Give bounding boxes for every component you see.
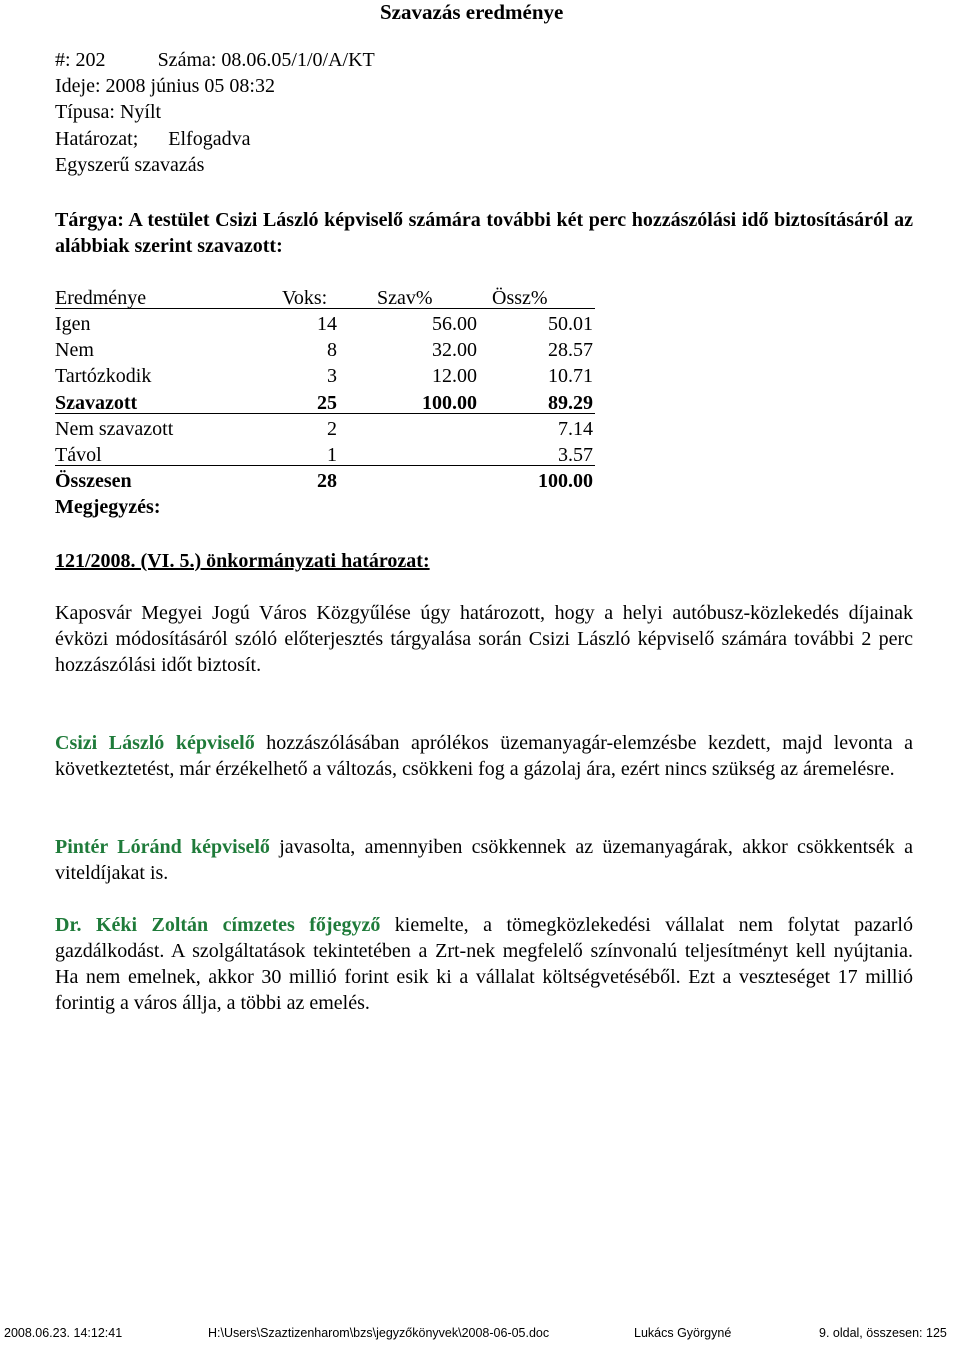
footer-author: Lukács Györgyné — [634, 1326, 732, 1340]
row-ossz: 7.14 — [558, 418, 593, 440]
speech-text: javasolta, amennyiben csökkennek az üzemanyagárak, akkor csökkentsék a viteldíjakat is. — [55, 836, 913, 884]
row-szav: 56.00 — [432, 313, 477, 335]
row-voks: 1 — [327, 444, 337, 466]
row-ossz: 28.57 — [548, 339, 593, 361]
row-ossz: 3.57 — [558, 444, 593, 466]
row-voks: 3 — [327, 365, 337, 387]
row-voks: 8 — [327, 339, 337, 361]
speaker-name: Csizi László képviselő — [55, 732, 255, 754]
vote-row-szavazott — [55, 390, 595, 416]
row-ossz: 89.29 — [548, 392, 593, 414]
speech-paragraph — [55, 834, 913, 886]
row-label: Szavazott — [55, 392, 138, 414]
speaker-name: Dr. Kéki Zoltán címzetes főjegyző — [55, 914, 381, 936]
meta-number-line — [55, 47, 375, 73]
row-label: Nem — [55, 339, 94, 361]
notes-label: Megjegyzés: — [55, 496, 161, 518]
vote-table-header — [55, 285, 595, 311]
meta-ideje: Ideje: 2008 június 05 08:32 — [55, 75, 275, 97]
row-label: Összesen — [55, 470, 132, 492]
speaker-name: Pintér Lóránd képviselő — [55, 836, 270, 858]
row-ossz: 10.71 — [548, 365, 593, 387]
row-szav: 32.00 — [432, 339, 477, 361]
row-szav: 12.00 — [432, 365, 477, 387]
speech-paragraph — [55, 730, 913, 782]
header-voks: Voks: — [282, 287, 328, 309]
tavol-underline — [55, 465, 595, 466]
page-title: Szavazás eredménye — [380, 0, 564, 24]
row-voks: 28 — [317, 470, 337, 492]
row-szav: 100.00 — [422, 392, 477, 414]
vote-row-tavol — [55, 442, 595, 468]
header-eredmenye: Eredménye — [55, 287, 147, 309]
row-label: Tartózkodik — [55, 365, 152, 387]
meta-hatarozat-label: Határozat; — [55, 128, 139, 150]
row-voks: 25 — [317, 392, 337, 414]
footer-page: 9. oldal, összesen: 125 — [819, 1326, 947, 1340]
szavazott-underline — [55, 413, 595, 414]
meta-hatarozat-value: Elfogadva — [168, 128, 251, 150]
meta-number: #: 202 — [55, 49, 106, 71]
header-szav: Szav% — [377, 287, 433, 309]
header-underline — [55, 308, 595, 309]
resolution-title: 121/2008. (VI. 5.) önkormányzati határozat: — [55, 550, 430, 572]
vote-row-osszesen — [55, 468, 595, 494]
resolution-text: Kaposvár Megyei Jogú Város Közgyűlése úgy határozott, hogy a helyi autóbusz-közlekedés díjainak évközi módosításáról szóló előterjesztés tárgyalása során Csizi László képviselő számára további 2 perc hozzászólási időt biztosít. — [55, 602, 913, 676]
row-label: Távol — [55, 444, 102, 466]
meta-szama: Száma: 08.06.05/1/0/A/KT — [157, 49, 375, 71]
vote-row-nem-szavazott — [55, 416, 595, 442]
row-ossz: 50.01 — [548, 313, 593, 335]
meta-tipusa: Típusa: Nyílt — [55, 101, 162, 123]
vote-row-tartozkodik — [55, 363, 595, 389]
speech-paragraph — [55, 912, 913, 1016]
meta-hatarozat-line — [55, 126, 250, 152]
row-voks: 14 — [317, 313, 337, 335]
row-voks: 2 — [327, 418, 337, 440]
row-label: Nem szavazott — [55, 418, 174, 440]
row-ossz: 100.00 — [538, 470, 593, 492]
vote-row-nem — [55, 337, 595, 363]
meta-szavazas-type: Egyszerű szavazás — [55, 154, 205, 176]
footer-datetime: 2008.06.23. 14:12:41 — [4, 1326, 123, 1340]
speech-text: kiemelte, a tömegközlekedési vállalat nem folytat pazarló gazdálkodást. A szolgáltatások tekintetében a Zrt-nek megfelelő színvonalú teljesítményt kell nyújtania. Ha nem emelnek, akkor 30 millió forint esik ki a vállalat költségvetéséből. Ezt a veszteséget 17 millió forintig a város állja, a többi az emelés. — [55, 914, 913, 1014]
footer-path: H:\Users\Szaztizenharom\bzs\jegyzőkönyvek\2008-06-05.doc — [208, 1326, 550, 1340]
vote-subject: Tárgya: A testület Csizi László képviselő számára további két perc hozzászólási idő biztosításáról az alábbiak szerint szavazott: — [55, 209, 913, 257]
row-label: Igen — [55, 313, 91, 335]
header-ossz: Össz% — [492, 287, 548, 309]
vote-row-igen — [55, 311, 595, 337]
speech-text: hozzászólásában aprólékos üzemanyagár-elemzésbe kezdett, majd levonta a következtetést, már érzékelhető a változás, csökkeni fog a gázolaj ára, ezért nincs szükség az áremelésre. — [55, 732, 914, 780]
